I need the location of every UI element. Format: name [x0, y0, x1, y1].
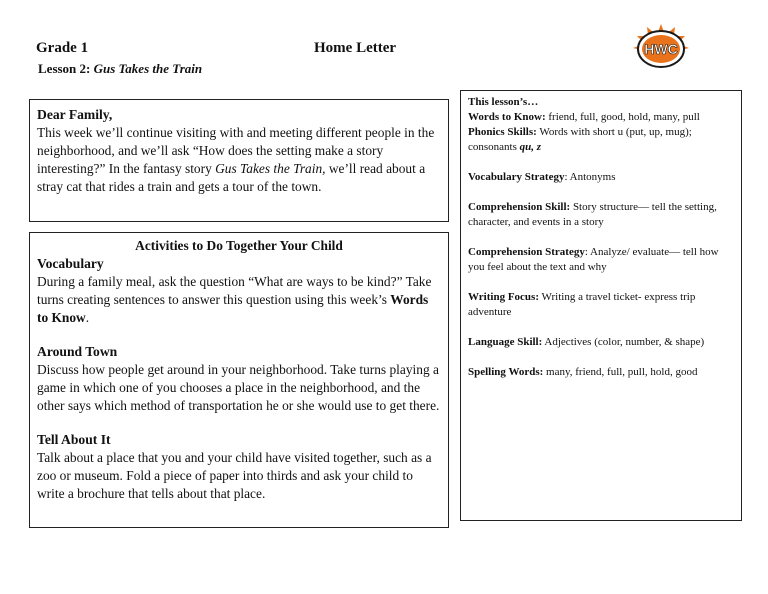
language-skill-item	[468, 335, 734, 350]
language-skill-label: Language Skill:	[468, 336, 543, 348]
vocabulary-heading: Vocabulary	[37, 256, 104, 271]
around-town-heading: Around Town	[37, 344, 118, 359]
letter-body	[37, 124, 441, 196]
phonics-consonants: qu, z	[519, 141, 542, 153]
comprehension-strategy-label: Comprehension Strategy	[468, 246, 585, 258]
spelling-words-value: many, friend, full, pull, hold, good	[543, 366, 698, 378]
phonics-label: Phonics Skills:	[468, 126, 537, 138]
lesson-title: Gus Takes the Train	[93, 61, 203, 76]
vocabulary-text-body: During a family meal, ask the question “What are ways to be kind?” Take turns creating sentences to answer this question using this week’s	[37, 274, 432, 307]
summary-heading: This lesson’s…	[468, 96, 539, 108]
words-to-know-label: Words to Know:	[468, 111, 546, 123]
story-title: Gus Takes the Train,	[215, 161, 326, 176]
comprehension-skill-item	[468, 200, 734, 230]
vocabulary-strategy-label: Vocabulary Strategy	[468, 171, 565, 183]
words-to-know-value: friend, full, good, hold, many, pull	[545, 111, 700, 123]
comprehension-skill-label: Comprehension Skill:	[468, 201, 571, 213]
lesson-line	[38, 61, 202, 77]
around-town-text: Discuss how people get around in your neighborhood. Take turns playing a game in which one of you chooses a place in the neighborhood, and the other says which method of transportation he or she would use to get there.	[37, 362, 440, 413]
hwc-logo	[631, 24, 691, 70]
tell-about-it-heading: Tell About It	[37, 432, 111, 447]
writing-focus-value: Writing a travel ticket- express trip adventure	[468, 291, 696, 318]
lesson-prefix: Lesson 2:	[38, 61, 91, 76]
spelling-words-item	[468, 365, 734, 380]
vocabulary-strategy-item	[468, 170, 734, 185]
lesson-summary-box	[460, 90, 742, 521]
document-title: Home Letter	[314, 40, 397, 56]
spelling-words-label: Spelling Words:	[468, 366, 544, 378]
comprehension-skill-value: Story structure— tell the setting, character, and events in a story	[468, 201, 717, 228]
greeting: Dear Family,	[37, 107, 113, 122]
words-to-know-bold: Words to Know	[37, 292, 429, 325]
comprehension-strategy-item	[468, 245, 734, 275]
grade-label: Grade 1	[36, 40, 89, 56]
family-letter-box	[29, 99, 449, 222]
vocabulary-text-end: .	[85, 310, 90, 325]
activities-box	[29, 232, 449, 528]
letter-body-text-2: we’ll read about a stray cat that rides a train and gets a tour of the town.	[37, 161, 426, 194]
comprehension-strategy-value: : Analyze/ evaluate— tell how you feel about the text and why	[468, 246, 719, 273]
writing-focus-item	[468, 290, 734, 320]
phonics-value: Words with short u (put, up, mug); consonants	[468, 126, 692, 153]
vocabulary-text	[37, 273, 441, 327]
vocabulary-strategy-value: : Antonyms	[564, 171, 616, 183]
writing-focus-label: Writing Focus:	[468, 291, 539, 303]
phonics-item	[468, 125, 734, 155]
words-to-know-item	[468, 110, 734, 125]
letter-body-text-1: This week we’ll continue visiting with and meeting different people in the neighborhood, and we’ll ask “How does the setting make a story interesting?” In the fantasy story	[37, 125, 435, 176]
logo-text: HWC	[644, 41, 678, 57]
activities-heading: Activities to Do Together Your Child	[135, 238, 343, 253]
tell-about-it-text: Talk about a place that you and your child have visited together, such as a zoo or museum. Fold a piece of paper into thirds and ask your child to write a brochure that tells about that place.	[37, 450, 432, 501]
language-skill-value: Adjectives (color, number, & shape)	[542, 336, 705, 348]
